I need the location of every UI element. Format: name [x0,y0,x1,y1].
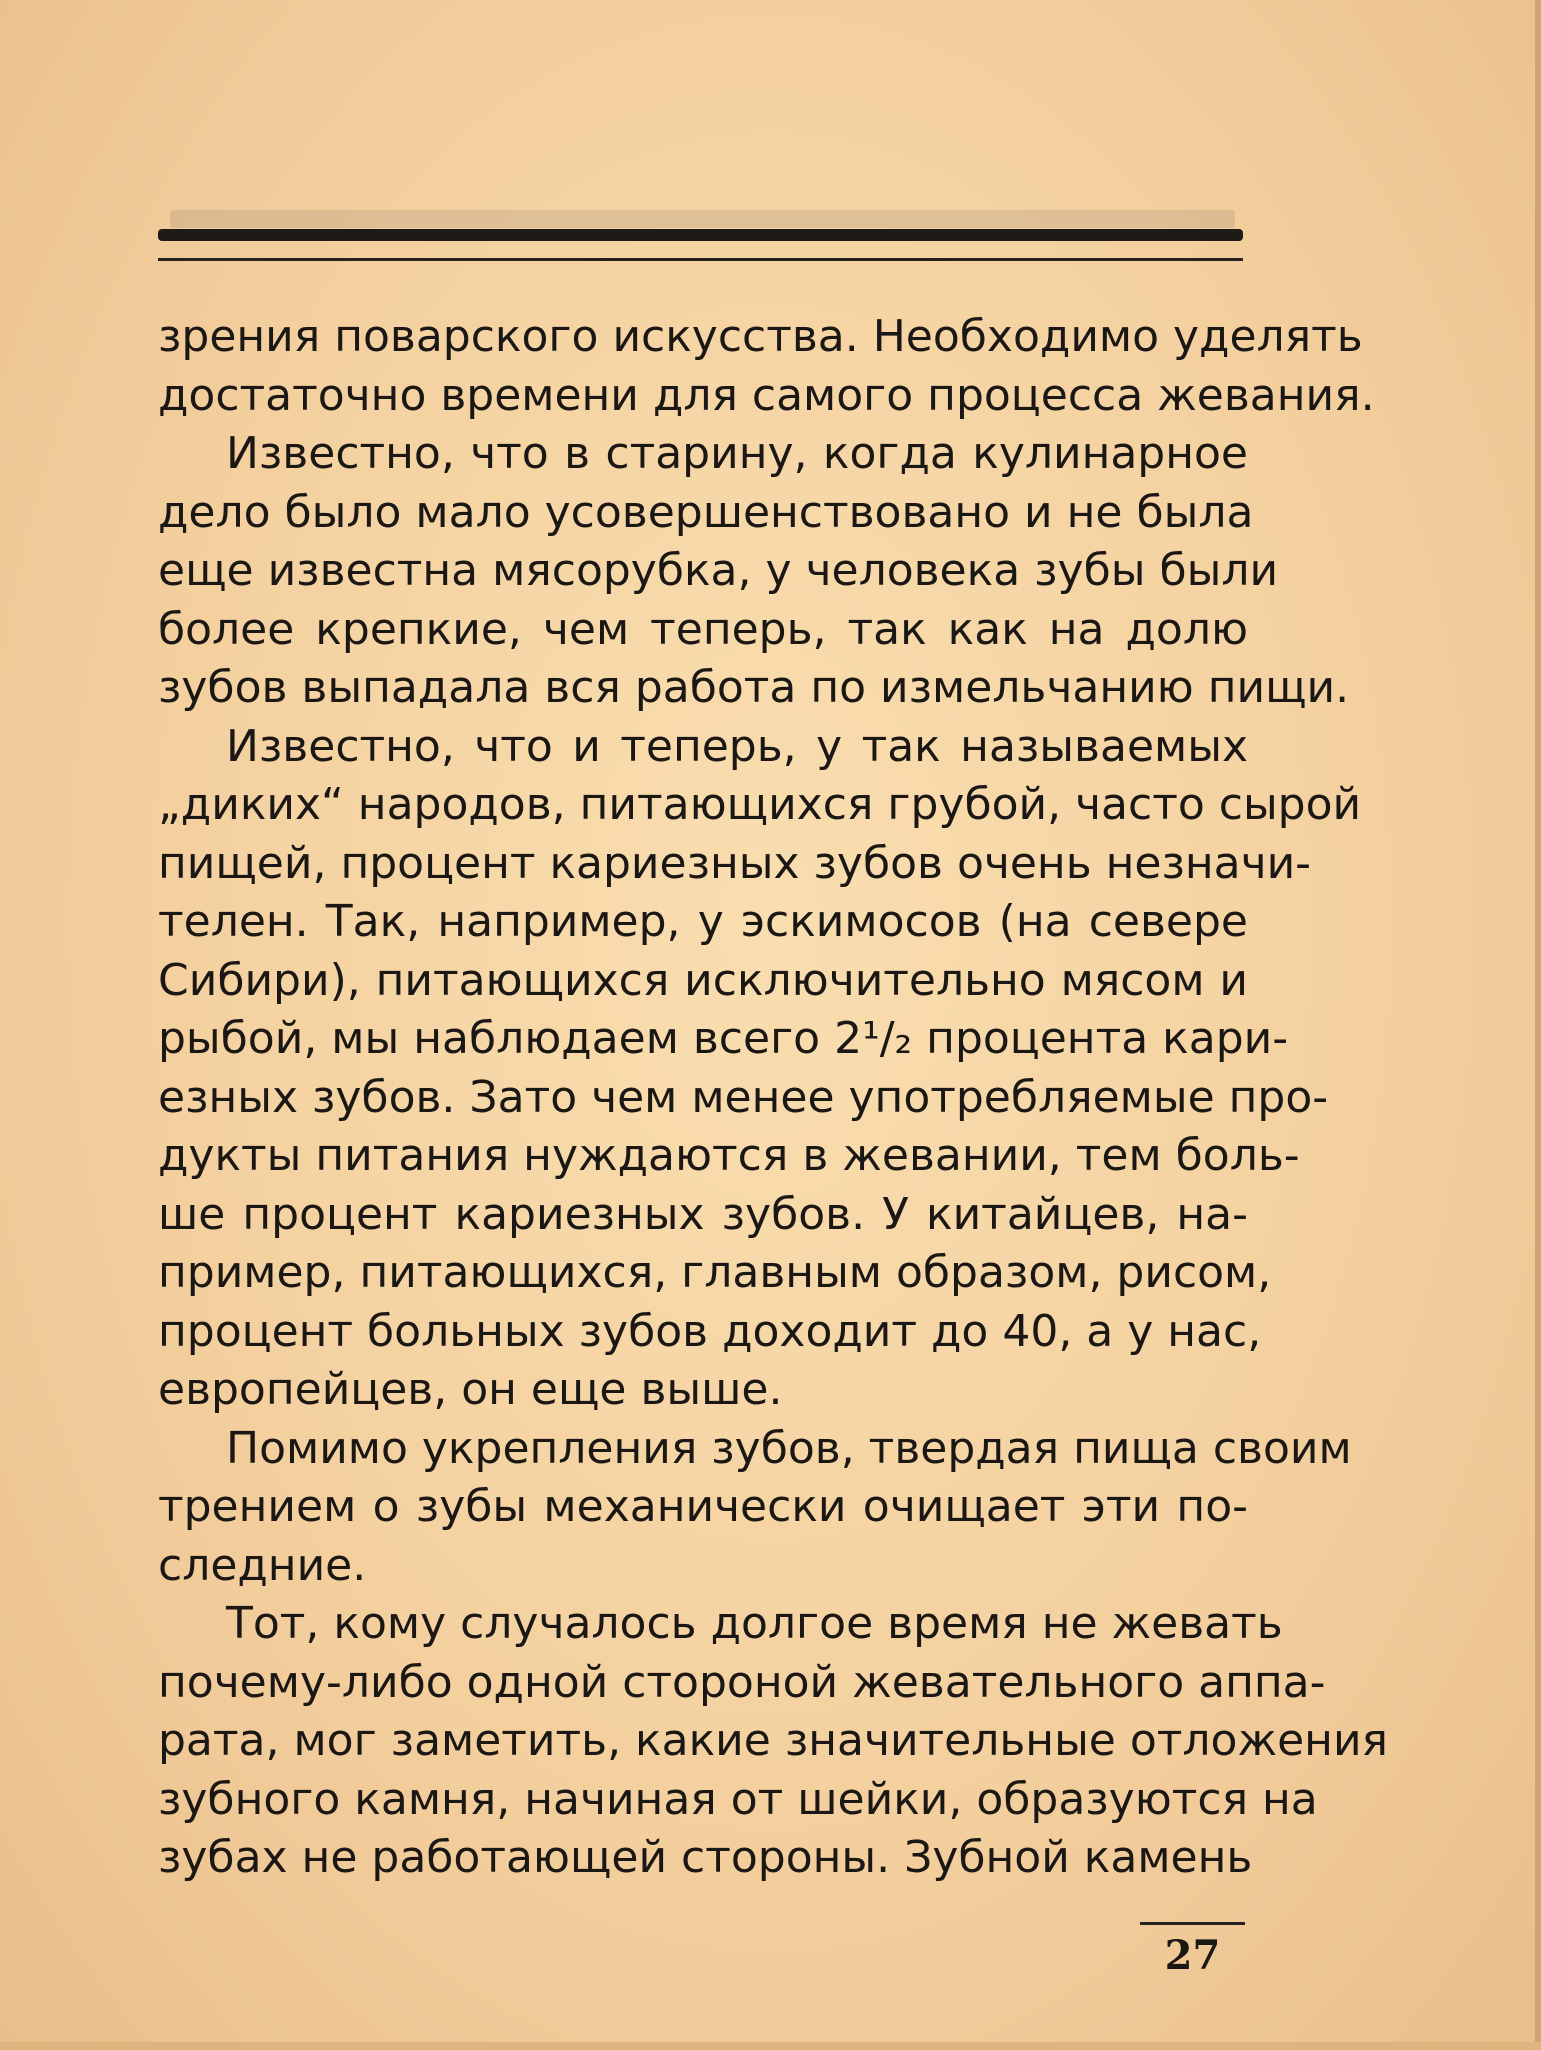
header-rule-thin [158,258,1243,261]
header-rule-shadow [170,210,1235,228]
text-line-24: почему-либо одной стороной жевательного аппа- [158,1656,1326,1708]
page-edge-bottom [0,2042,1541,2050]
text-line-18: процент больных зубов доходит до 40, а у нас, [158,1305,1262,1357]
text-line-10: пищей, процент кариезных зубов очень незначи- [158,837,1312,889]
body-text [158,308,1389,1888]
text-line-6: более крепкие, чем теперь, так как на долю [158,603,1248,655]
text-line-4: дело было мало усовершенствовано и не была [158,486,1254,538]
text-line-12: Сибири), питающихся исключительно мясом и [158,954,1248,1006]
text-line-11: телен. Так, например, у эскимосов (на севере [158,896,1248,947]
text-line-19: европейцев, он еще выше. [158,1364,783,1415]
header-rule-thick [158,229,1243,241]
text-line-3: Известно, что в старину, когда кулинарное [226,428,1248,479]
text-line-17: пример, питающихся, главным образом, рисом, [158,1247,1272,1298]
text-line-15: дукты питания нуждаются в жевании, тем боль- [158,1130,1300,1181]
text-line-1: зрения поварского искусства. Необходимо уделять [158,311,1363,362]
footer-rule [1140,1922,1245,1925]
text-line-20: Помимо укрепления зубов, твердая пища своим [226,1422,1352,1474]
text-line-2: достаточно времени для самого процесса жевания. [158,369,1375,421]
text-line-16: ше процент кариезных зубов. У китайцев, на- [158,1188,1248,1240]
text-line-8: Известно, что и теперь, у так называемых [226,720,1248,772]
text-line-14: езных зубов. Зато чем менее употребляемые про- [158,1071,1329,1123]
text-line-7: зубов выпадала вся работа по измельчанию пищи. [158,662,1350,713]
text-line-9: „диких“ народов, питающихся грубой, часто сырой [158,779,1362,830]
page-number: 27 [1164,1932,1221,1979]
text-line-25: рата, мог заметить, какие значительные отложения [158,1715,1389,1766]
text-line-26: зубного камня, начиная от шейки, образуются на [158,1773,1318,1825]
page-edge-right [1535,0,1541,2050]
text-line-23: Тот, кому случалось долгое время не жевать [226,1598,1283,1649]
text-line-22: следние. [158,1539,367,1591]
text-line-13: рыбой, мы наблюдаем всего 2¹/₂ процента кари- [158,1013,1289,1064]
text-line-27: зубах не работающей стороны. Зубной камень [158,1832,1253,1883]
text-line-21: трением о зубы механически очищает эти по- [158,1481,1248,1532]
text-line-5: еще известна мясорубка, у человека зубы были [158,545,1279,596]
